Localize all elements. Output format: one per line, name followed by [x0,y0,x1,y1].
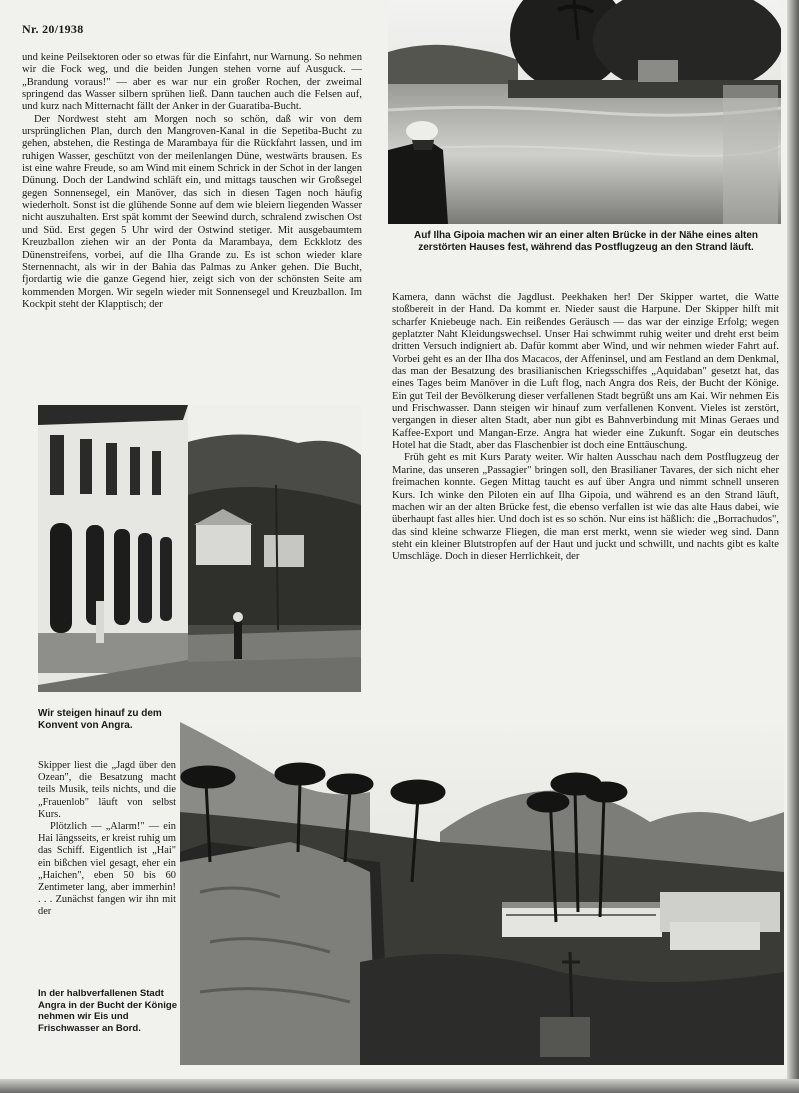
text-column-right [392,292,779,720]
photo-angra-street [38,405,361,692]
page-edge-right [787,0,799,1093]
caption-photo-middle-left: Wir steigen hinauf zu dem Konvent von Angra. [38,708,162,731]
paragraph: Plötzlich — „Alarm!" — ein Hai längsseits, er kreist ruhig um das Schiff. Eigentlich ist „Hai" ein bißchen viel gesagt, eher ein „Haichen", eben 50 bis 60 Zentimeter lang, aber immerhin! . . . Zunächst fangen wir ihn mit der [38,821,176,918]
caption-photo-top-right: Auf Ilha Gipoia machen wir an einer alten Brücke in der Nähe eines alten zerstörten Hauses fest, während das Postflugzeug an den Strand läuft. [414,230,758,253]
paragraph: Kamera, dann wächst die Jagdlust. Peekhaken her! Der Skipper wartet, die Watte stoßbereit in der Hand. Da kommt er. Nieder saust die Harpune. Der Skipper hilft mit scharfer Kniebeuge nach. Ein reißendes Geräusch — das war der einzige Erfolg; wegen geplatzter Naht Kleidungswechsel. Unser Hai schwimmt ruhig weiter und dreht erst beim dritten Versuch indigniert ab. Dafür kommt aber Wind, und wir nehmen wieder Fahrt auf. Vorbei geht es an der Ilha dos Macacos, der Affeninsel, und am Festland an dem Denkmal, das man der Besatzung des brasilianischen Kriegsschiffes „Aquidaban" gesetzt hat, das eines Tages beim Manöver in die Luft flog, nach Angra dos Reis, der Bucht der Könige. Ein gut Teil der Bevölkerung dieser verfallenen Stadt begrüßt uns am Kai. Wir nehmen Eis und Frischwasser. Dann steigen wir hinauf zum verfallenen Konvent. Vieles ist zerstört, vergangen in dieser alten Stadt, aber nun gibt es Bahnverbindung mit Minas Geraes und Kaffee-Export und Mangan-Erze. Angra hat wieder eine Zukunft. Sogar ein deutsches Hotel hat die Stadt, aber das Flaschenbier ist doch eine Enttäuschung. [392,292,779,452]
page-edge-bottom [0,1079,799,1093]
photo-angra-town [180,722,784,1065]
paragraph: und keine Peilsektoren oder so etwas für die Einfahrt, nur Warnung. So nehmen wir die Fock weg, und die beiden Jungen stehen vorne auf Ausguck. — „Brandung voraus!" — aber es war nur ein großer Rochen, der zweimal springend das Wasser silbern sprühen ließ. Dann tauchen auch die Felsen auf, und kurz nach Mitternacht fällt der Anker in der Guaratiba-Bucht. [22,52,362,113]
paragraph: Der Nordwest steht am Morgen noch so schön, daß wir von dem ursprünglichen Plan, durch den Mangroven-Kanal in die Sepetiba-Bucht zu gehen, abstehen, die Restinga de Marambaya für die Rückfahrt lassen, und im ruhigen Wasser, geschützt von der meilenlangen Düne, westwärts brausen. Es ist eine wahre Freude, so am Wind mit einem Schrick in der Schot in der langen Dünung. Doch der Landwind schläft ein, und mittags tauschen wir Großsegel gegen Sonnensegel, ein Manöver, das sich in diesen Tagen noch häufig wiederholt. Sonst ist die glühende Sonne auf dem wie bleiern liegenden Wasser nicht auszuhalten. Erst spät kommt der Seewind durch, schralend zwischen Ost und Süd. Erst gegen 5 Uhr wird der Ostwind stetiger. Mit ausgebaumtem Kreuzballon ziehen wir an der Ponta da Marambaya, dem Eckklotz des Dünenstreifens, vorbei, auf die Ilha Grande zu. Es ist schon wieder klare Sternennacht, als wir in der Bahia das Palmas zu Anker gehen. Die Bucht, fjordartig wie die ganze Gegend hier, zeigt sich von der schönsten Seite am kommenden Morgen. Wir segeln wieder mit Sonnensegel und Kreuzballon. Im Kockpit steht der Klapptisch; der [22,113,362,310]
paragraph: Früh geht es mit Kurs Paraty weiter. Wir halten Ausschau nach dem Postflugzeug der Marine, das unseren „Passagier" bringen soll, den Brasilianer Tavares, der sich nicht eher freimachen konnte. Gegen Mittag taucht es auf über Angra und nimmt schnell unseren Kurs. Ich winke den Piloten ein auf Ilha Gipoia, und während es an den Strand läuft, machen wir an der alten Brücke fest, die ebenso verfallen ist wie das alte Haus dabei, wie überhaupt fast alles hier. Und doch ist es so schön. Nur eins ist häßlich: die „Borrachudos", das sind kleine schwarze Fliegen, die man erst merkt, wenn sie wieder weg sind. Dann steht ein kleiner Blutstropfen auf der Haut und juckt und schwillt, und nachts gibt es kalte Umschläge. Doch in dieser Herrlichkeit, der [392,452,779,563]
caption-photo-bottom: In der halbverfallenen Stadt Angra in der Bucht der Könige nehmen wir Eis und Frischwasser an Bord. [38,988,178,1034]
text-column-top-left [22,52,362,394]
text-column-bottom-left [38,760,176,976]
photo-ilha-gipoia [388,0,781,224]
paragraph: Skipper liest die „Jagd über den Ozean", die Besatzung macht teils Musik, teils nichts, und die „Frauenlob" läuft von selbst Kurs. [38,760,176,820]
issue-number: Nr. 20/1938 [22,22,84,36]
